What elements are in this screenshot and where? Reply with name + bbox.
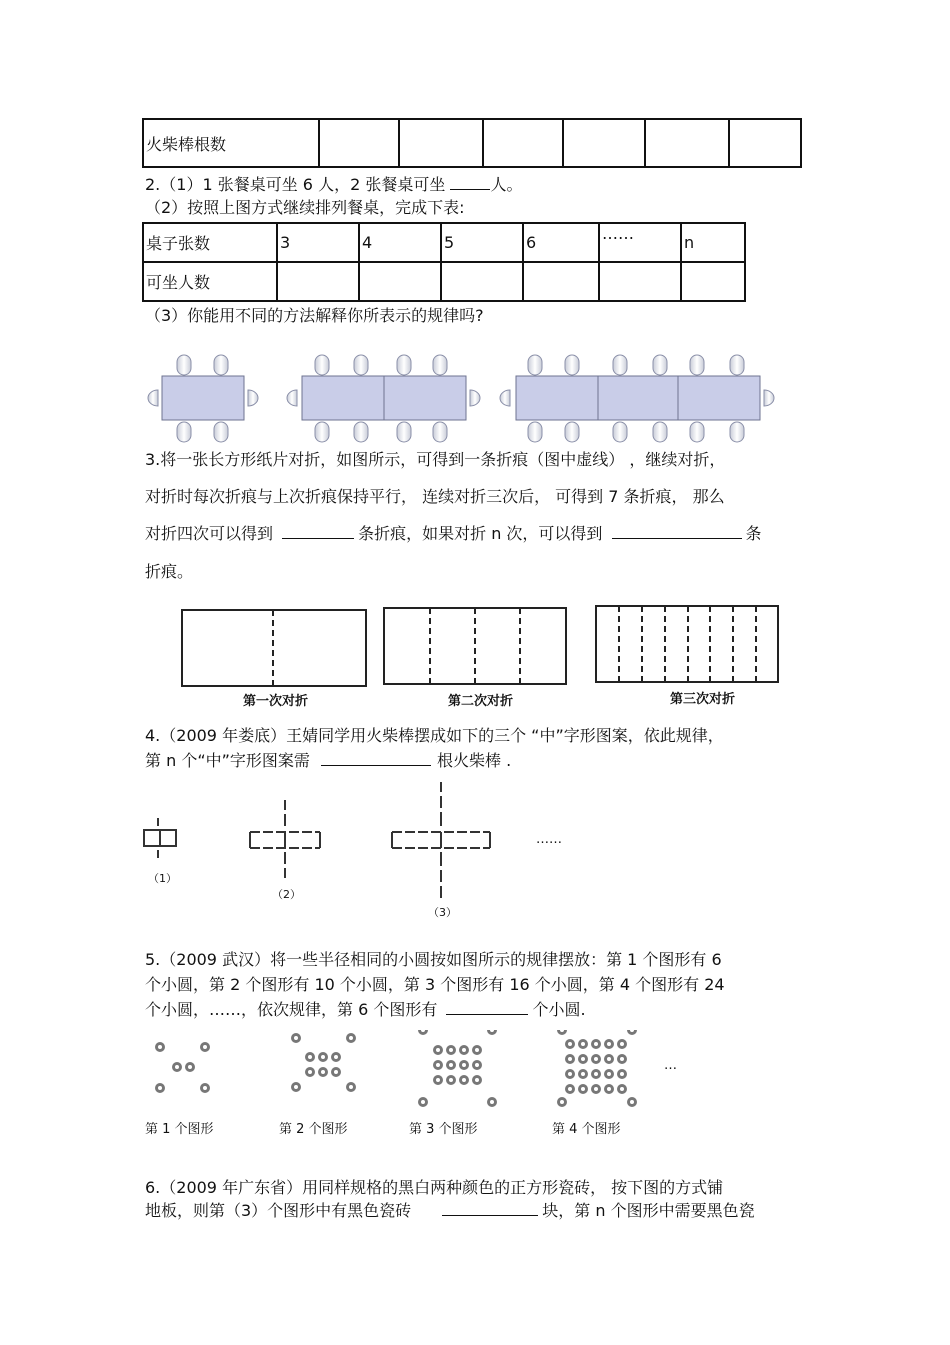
q3-line1: 3.将一张长方形纸片对折，如图所示，可得到一条折痕（图中虚线） ，继续对折， <box>145 450 726 469</box>
small-circle <box>320 1054 327 1061</box>
table-seating-table <box>142 222 746 302</box>
two-table-group <box>287 355 480 442</box>
small-circle <box>489 1099 496 1106</box>
answer-cell[interactable] <box>483 119 563 167</box>
q2-line3: （3）你能用不同的方法解释你所表示的规律吗? <box>145 306 484 325</box>
small-circle <box>606 1056 613 1063</box>
small-circle <box>606 1071 613 1078</box>
q5-line3: 个小圆，……，依次规律，第 6 个图形有 个小圆. <box>145 1000 586 1019</box>
answer-cell[interactable] <box>523 262 599 301</box>
circle-caption-2: 第 2 个图形 <box>279 1122 348 1137</box>
q6-line1: 6.（2009 年广东省）用同样规格的黑白两种颜色的正方形瓷砖， 按下图的方式铺 <box>145 1178 724 1197</box>
small-circle <box>461 1062 468 1069</box>
small-circle <box>174 1064 181 1071</box>
header-cell: 3 <box>277 223 359 262</box>
q3-line4: 折痕。 <box>145 562 194 581</box>
q2-line2: （2）按照上图方式继续排列餐桌，完成下表: <box>145 198 465 217</box>
q2-line1: 2.（1）1 张餐桌可坐 6 人，2 张餐桌可坐 人。 <box>145 175 523 194</box>
small-circle <box>435 1047 442 1054</box>
zhong-label-3: （3） <box>428 906 457 919</box>
small-circle <box>435 1077 442 1084</box>
header-cell: n <box>681 223 745 262</box>
small-circle <box>307 1069 314 1076</box>
answer-cell[interactable] <box>599 262 681 301</box>
matchstick-table <box>142 118 802 168</box>
small-circle <box>448 1047 455 1054</box>
answer-blank[interactable] <box>321 751 431 766</box>
zhong-pattern-figure <box>140 778 580 918</box>
answer-blank[interactable] <box>442 1201 538 1216</box>
small-circle <box>567 1056 574 1063</box>
small-circle <box>593 1086 600 1093</box>
small-circle <box>593 1071 600 1078</box>
small-circle <box>333 1069 340 1076</box>
circle-caption-4: 第 4 个图形 <box>552 1122 621 1137</box>
circles-ellipsis: … <box>664 1058 677 1073</box>
small-circle <box>606 1041 613 1048</box>
fold-caption-1: 第一次对折 <box>243 694 309 709</box>
q3-line3: 对折四次可以得到 条折痕，如果对折 n 次，可以得到 条 <box>145 524 762 543</box>
small-circle <box>293 1035 300 1042</box>
small-circle <box>420 1030 427 1034</box>
fold-caption-2: 第二次对折 <box>448 694 514 709</box>
small-circle <box>307 1054 314 1061</box>
circles-figure <box>140 1030 650 1110</box>
small-circle <box>619 1056 626 1063</box>
answer-cell[interactable] <box>277 262 359 301</box>
small-circle <box>629 1099 636 1106</box>
answer-cell[interactable] <box>399 119 483 167</box>
small-circle <box>474 1077 481 1084</box>
one-table-group <box>148 355 258 442</box>
small-circle <box>629 1030 636 1034</box>
matchstick-row-label: 火柴棒根数 <box>143 119 319 167</box>
small-circle <box>580 1071 587 1078</box>
small-circle <box>619 1041 626 1048</box>
small-circle <box>567 1086 574 1093</box>
small-circle <box>474 1062 481 1069</box>
three-table-group <box>500 355 774 442</box>
small-circle <box>567 1041 574 1048</box>
small-circle <box>202 1085 209 1092</box>
header-cell: 桌子张数 <box>143 223 277 262</box>
q3-line2: 对折时每次折痕与上次折痕保持平行， 连续对折三次后， 可得到 7 条折痕， 那么 <box>145 487 725 506</box>
small-circle <box>567 1071 574 1078</box>
small-circle <box>461 1077 468 1084</box>
header-cell: 6 <box>523 223 599 262</box>
answer-cell[interactable] <box>681 262 745 301</box>
small-circle <box>619 1071 626 1078</box>
answer-cell[interactable] <box>359 262 441 301</box>
small-circle <box>187 1064 194 1071</box>
answer-blank[interactable] <box>612 524 742 539</box>
small-circle <box>489 1030 496 1034</box>
small-circle <box>320 1069 327 1076</box>
small-circle <box>448 1062 455 1069</box>
small-circle <box>580 1056 587 1063</box>
small-circle <box>619 1086 626 1093</box>
small-circle <box>420 1099 427 1106</box>
answer-blank[interactable] <box>450 175 490 190</box>
small-circle <box>593 1056 600 1063</box>
answer-blank[interactable] <box>446 1000 528 1015</box>
q6-line2: 地板，则第（3）个图形中有黑色瓷砖 块，第 n 个图形中需要黑色瓷 <box>145 1201 755 1220</box>
dining-tables-figure <box>140 352 780 444</box>
small-circle <box>435 1062 442 1069</box>
q4-line1: 4.（2009 年娄底）王婧同学用火柴棒摆成如下的三个 “中”字形图案，依此规律， <box>145 726 724 745</box>
small-circle <box>593 1041 600 1048</box>
small-circle <box>461 1047 468 1054</box>
answer-cell[interactable] <box>563 119 645 167</box>
zhong-label-1: （1） <box>148 872 177 885</box>
small-circle <box>448 1077 455 1084</box>
small-circle <box>559 1099 566 1106</box>
small-circle <box>348 1084 355 1091</box>
zhong-label-2: （2） <box>272 888 301 901</box>
q5-line2: 个小圆，第 2 个图形有 10 个小圆，第 3 个图形有 16 个小圆，第 4 个图形有 24 <box>145 975 725 994</box>
header-cell: …… <box>599 223 681 262</box>
header-cell: 5 <box>441 223 523 262</box>
row-label-cell: 可坐人数 <box>143 262 277 301</box>
small-circle <box>606 1086 613 1093</box>
small-circle <box>559 1030 566 1034</box>
answer-cell[interactable] <box>729 119 801 167</box>
answer-cell[interactable] <box>645 119 729 167</box>
small-circle <box>293 1084 300 1091</box>
zhong-ellipsis: …… <box>536 832 562 847</box>
q5-line1: 5.（2009 武汉）将一些半径相同的小圆按如图所示的规律摆放：第 1 个图形有 6 <box>145 950 722 969</box>
small-circle <box>333 1054 340 1061</box>
fold-caption-3: 第三次对折 <box>670 692 736 707</box>
circle-caption-3: 第 3 个图形 <box>409 1122 478 1137</box>
answer-cell[interactable] <box>441 262 523 301</box>
small-circle <box>157 1085 164 1092</box>
small-circle <box>157 1044 164 1051</box>
small-circle <box>348 1035 355 1042</box>
q4-line2: 第 n 个“中”字形图案需 根火柴棒 . <box>145 751 512 770</box>
answer-cell[interactable] <box>319 119 399 167</box>
small-circle <box>202 1044 209 1051</box>
small-circle <box>580 1041 587 1048</box>
answer-blank[interactable] <box>282 524 354 539</box>
small-circle <box>580 1086 587 1093</box>
header-cell: 4 <box>359 223 441 262</box>
circle-caption-1: 第 1 个图形 <box>145 1122 214 1137</box>
small-circle <box>474 1047 481 1054</box>
